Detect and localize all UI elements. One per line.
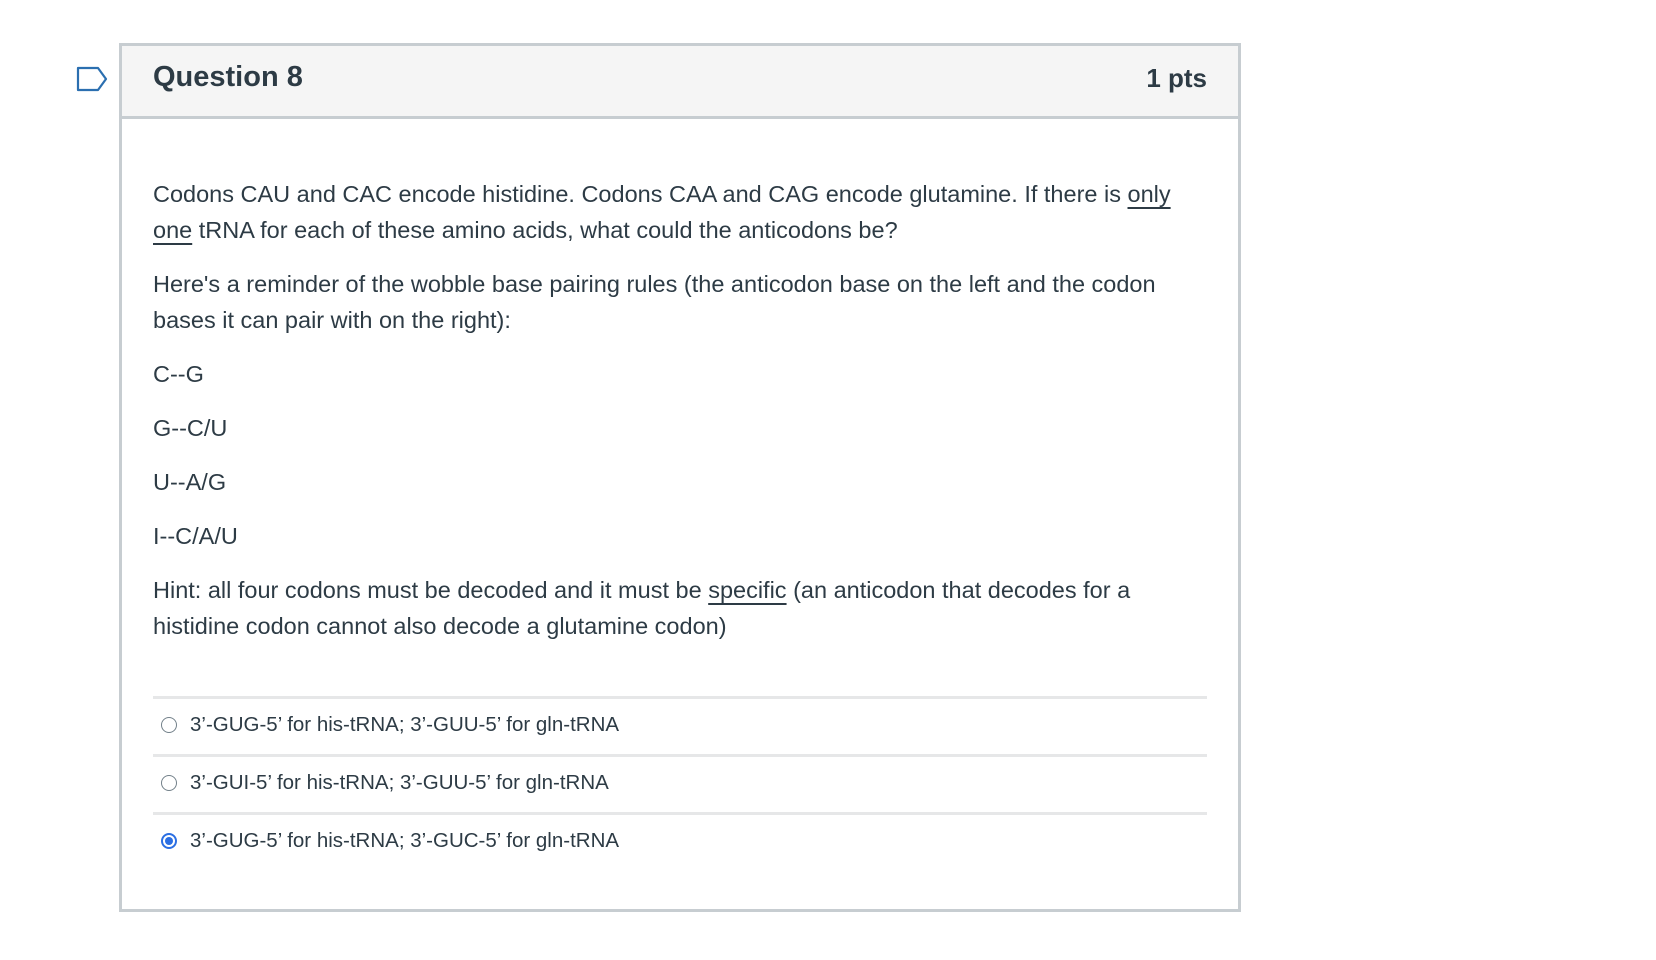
wobble-rule: C--G (153, 361, 204, 387)
radio-button[interactable] (161, 717, 177, 733)
flag-question-icon[interactable] (76, 66, 108, 92)
wobble-rule: U--A/G (153, 469, 227, 495)
hint-segment: (an anticodon that decodes for a histidine codon cannot also decode a glutamine codon) (153, 577, 1131, 639)
radio-button[interactable] (161, 775, 177, 791)
wobble-reminder: Here's a reminder of the wobble base pairing rules (the anticodon base on the left and the codon bases it can pair with on the right): (153, 271, 1156, 333)
radio-button-selected[interactable] (161, 833, 177, 849)
wobble-rule: I--C/A/U (153, 523, 238, 549)
question-points: 1 pts (1146, 63, 1207, 93)
answer-option[interactable] (153, 815, 1207, 870)
question-paragraph (153, 176, 1207, 248)
answer-label: 3’-GUG-5’ for his-tRNA; 3’-GUU-5’ for gln-tRNA (190, 713, 620, 736)
question-header (122, 46, 1238, 119)
question-card (119, 43, 1241, 912)
hint-text (153, 572, 1207, 644)
question-text-segment: Codons CAU and CAC encode histidine. Codons CAA and CAG encode glutamine. If there is (153, 181, 1128, 207)
answer-option[interactable] (153, 699, 1207, 757)
hint-segment: Hint: all four codons must be decoded and it must be (153, 577, 709, 603)
wobble-rule: G--C/U (153, 415, 228, 441)
underlined-emphasis: only one (153, 181, 1171, 243)
answer-label: 3’-GUI-5’ for his-tRNA; 3’-GUU-5’ for gln-tRNA (190, 771, 609, 794)
underlined-emphasis: specific (708, 577, 787, 603)
question-text-segment: tRNA for each of these amino acids, what could the anticodons be? (192, 217, 898, 243)
question-body (122, 119, 1238, 870)
answer-option[interactable] (153, 757, 1207, 815)
question-text (153, 176, 1207, 644)
answer-list (153, 696, 1207, 870)
question-title: Question 8 (153, 61, 303, 93)
answer-label: 3’-GUG-5’ for his-tRNA; 3’-GUC-5’ for gln-tRNA (190, 829, 620, 852)
